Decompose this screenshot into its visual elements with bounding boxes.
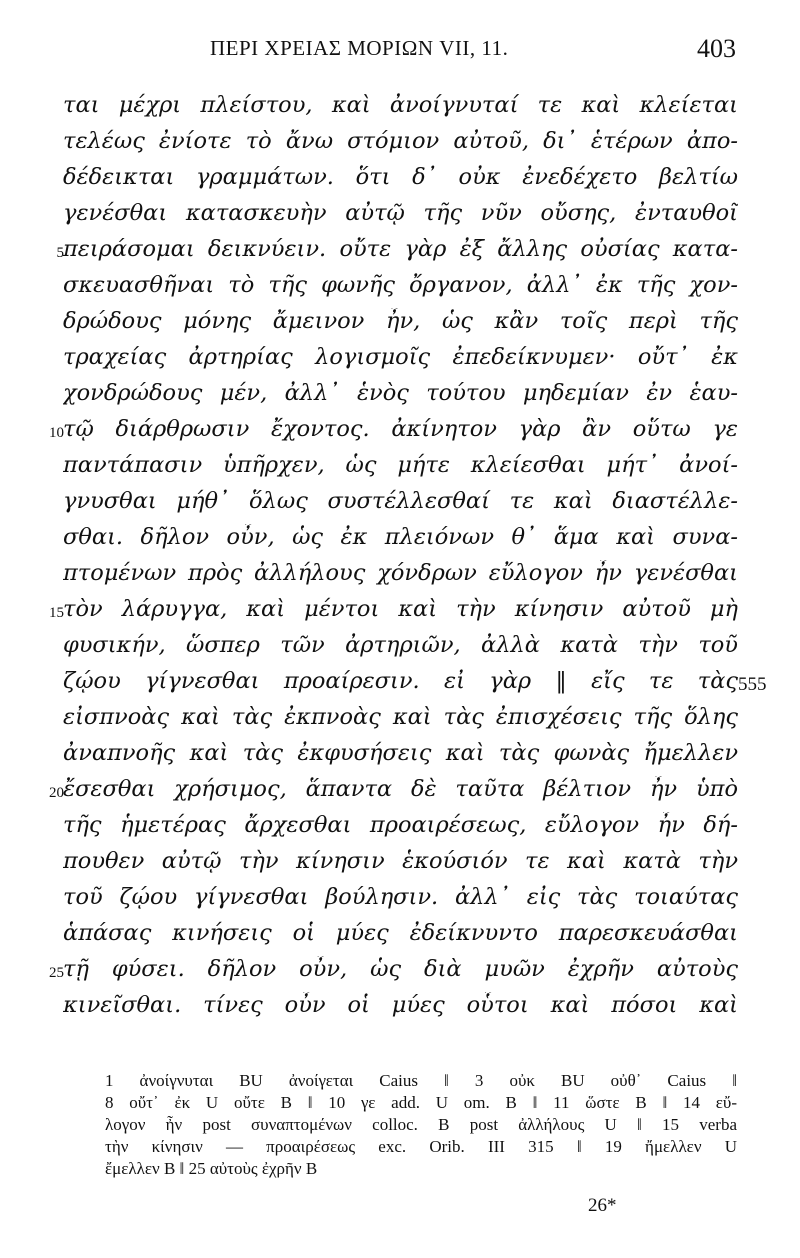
- margin-page-reference: 555: [738, 674, 767, 695]
- text-line: [0, 164, 800, 200]
- text-line: [0, 200, 800, 236]
- footnote-line: 8 οὔτ᾿ ἐκ U οὔτε B ‖ 10 γε add. U om. B ‖ 11 ὥστε B ‖ 14 εὔ-: [105, 1093, 737, 1112]
- text-line: [0, 812, 800, 848]
- text-line: [0, 272, 800, 308]
- line-text: πειράσομαι δεικνύειν. οὔτε γὰρ ἐξ ἄλλης οὐσίας κατα-: [63, 236, 738, 262]
- critical-apparatus: [105, 1070, 737, 1180]
- line-number: 15: [49, 605, 64, 621]
- text-line: [0, 704, 800, 740]
- text-line: [0, 128, 800, 164]
- text-line: [0, 236, 800, 272]
- line-number: 5: [56, 245, 64, 261]
- running-title: ΠΕΡΙ ΧΡΕΙΑΣ ΜΟΡΙΩΝ VII, 11.: [210, 36, 509, 60]
- line-text: πουθεν αὐτῷ τὴν κίνησιν ἑκούσιόν τε καὶ κατὰ τὴν: [63, 848, 738, 874]
- line-number: 20: [49, 785, 64, 801]
- line-text: πτομένων πρὸς ἀλλήλους χόνδρων εὔλογον ἦν γενέσθαι: [63, 560, 738, 586]
- page-header: [210, 36, 740, 76]
- line-text: ζῴου γίγνεσθαι προαίρεσιν. εἰ γὰρ ‖ εἴς τε τὰς: [63, 668, 738, 694]
- line-number: 10: [49, 425, 64, 441]
- line-text: τῇ φύσει. δῆλον οὖν, ὡς διὰ μυῶν ἐχρῆν αὐτοὺς: [63, 956, 738, 982]
- text-line: [0, 560, 800, 596]
- text-line: [0, 308, 800, 344]
- text-line: [0, 380, 800, 416]
- line-text: χονδρώδους μέν, ἀλλ᾿ ἑνὸς τούτου μηδεμίαν ἐν ἑαυ-: [63, 380, 738, 406]
- line-text: ἀναπνοῆς καὶ τὰς ἐκφυσήσεις καὶ τὰς φωνὰς ἤμελλεν: [63, 740, 738, 766]
- line-text: σκευασθῆναι τὸ τῆς φωνῆς ὄργανον, ἀλλ᾿ ἐκ τῆς χον-: [63, 272, 738, 298]
- line-text: τοῦ ζῴου γίγνεσθαι βούλησιν. ἀλλ᾿ εἰς τὰς τοιαύτας: [63, 884, 738, 910]
- line-text: παντάπασιν ὑπῆρχεν, ὡς μήτε κλείεσθαι μήτ᾿ ἀνοί-: [63, 452, 738, 478]
- line-text: τῆς ἡμετέρας ἄρχεσθαι προαιρέσεως, εὔλογον ἦν δή-: [63, 812, 738, 838]
- line-text: φυσικήν, ὥσπερ τῶν ἀρτηριῶν, ἀλλὰ κατὰ τὴν τοῦ: [63, 632, 738, 658]
- line-text: ται μέχρι πλείστου, καὶ ἀνοίγνυταί τε καὶ κλείεται: [63, 92, 738, 118]
- text-line: [0, 884, 800, 920]
- text-line: [0, 416, 800, 452]
- footnote-line: τὴν κίνησιν — προαιρέσεως exc. Orib. III 315 ‖ 19 ἤμελλεν U: [105, 1137, 737, 1156]
- text-line: [0, 344, 800, 380]
- line-text: τὸν λάρυγγα, καὶ μέντοι καὶ τὴν κίνησιν αὐτοῦ μὴ: [63, 596, 738, 622]
- line-text: ἔσεσθαι χρήσιμος, ἅπαντα δὲ ταῦτα βέλτιον ἦν ὑπὸ: [63, 776, 738, 802]
- line-text: τελέως ἐνίοτε τὸ ἄνω στόμιον αὐτοῦ, δι᾿ ἑτέρων ἀπο-: [63, 128, 738, 154]
- line-text: ἁπάσας κινήσεις οἱ μύες ἐδείκνυντο παρεσκευάσθαι: [63, 920, 738, 946]
- text-line: [0, 92, 800, 128]
- page-number: 403: [697, 34, 736, 63]
- line-text: δρώδους μόνης ἄμεινον ἦν, ὡς κἂν τοῖς περὶ τῆς: [63, 308, 738, 334]
- main-text: [0, 92, 800, 1028]
- text-line: [0, 740, 800, 776]
- text-line: [0, 524, 800, 560]
- line-text: τῷ διάρθρωσιν ἔχοντος. ἀκίνητον γὰρ ἂν οὕτω γε: [63, 416, 738, 442]
- line-text: γενέσθαι κατασκευὴν αὐτῷ τῆς νῦν οὔσης, ἐνταυθοῖ: [63, 200, 738, 226]
- footnote-line: 1 ἀνοίγνυται BU ἀνοίγεται Caius ‖ 3 οὐκ BU οὐθ᾿ Caius ‖: [105, 1071, 737, 1090]
- footnote-line: ἔμελλεν B ‖ 25 αὐτοὺς ἐχρῆν B: [105, 1159, 318, 1178]
- text-line: [0, 452, 800, 488]
- text-line: [0, 668, 800, 704]
- text-line: [0, 632, 800, 668]
- footnote-line: λογον ἦν post συναπτομένων colloc. B post ἀλλήλους U ‖ 15 verba: [105, 1115, 737, 1134]
- line-text: τραχείας ἀρτηρίας λογισμοῖς ἐπεδείκνυμεν· οὔτ᾿ ἐκ: [63, 344, 738, 370]
- line-text: σθαι. δῆλον οὖν, ὡς ἐκ πλειόνων θ᾿ ἅμα καὶ συνα-: [63, 524, 738, 550]
- text-line: [0, 596, 800, 632]
- text-line: [0, 488, 800, 524]
- text-line: [0, 920, 800, 956]
- line-text: κινεῖσθαι. τίνες οὖν οἱ μύες οὗτοι καὶ πόσοι καὶ: [63, 992, 738, 1018]
- line-text: εἰσπνοὰς καὶ τὰς ἐκπνοὰς καὶ τὰς ἐπισχέσεις τῆς ὅλης: [63, 704, 738, 730]
- text-line: [0, 956, 800, 992]
- line-text: γνυσθαι μήθ᾿ ὅλως συστέλλεσθαί τε καὶ διαστέλλε-: [63, 488, 738, 514]
- text-line: [0, 848, 800, 884]
- line-text: δέδεικται γραμμάτων. ὅτι δ᾿ οὐκ ἐνεδέχετο βελτίω: [63, 164, 738, 190]
- text-line: [0, 992, 800, 1028]
- printer-signature: 26*: [588, 1195, 617, 1216]
- line-number: 25: [49, 965, 64, 981]
- text-line: [0, 776, 800, 812]
